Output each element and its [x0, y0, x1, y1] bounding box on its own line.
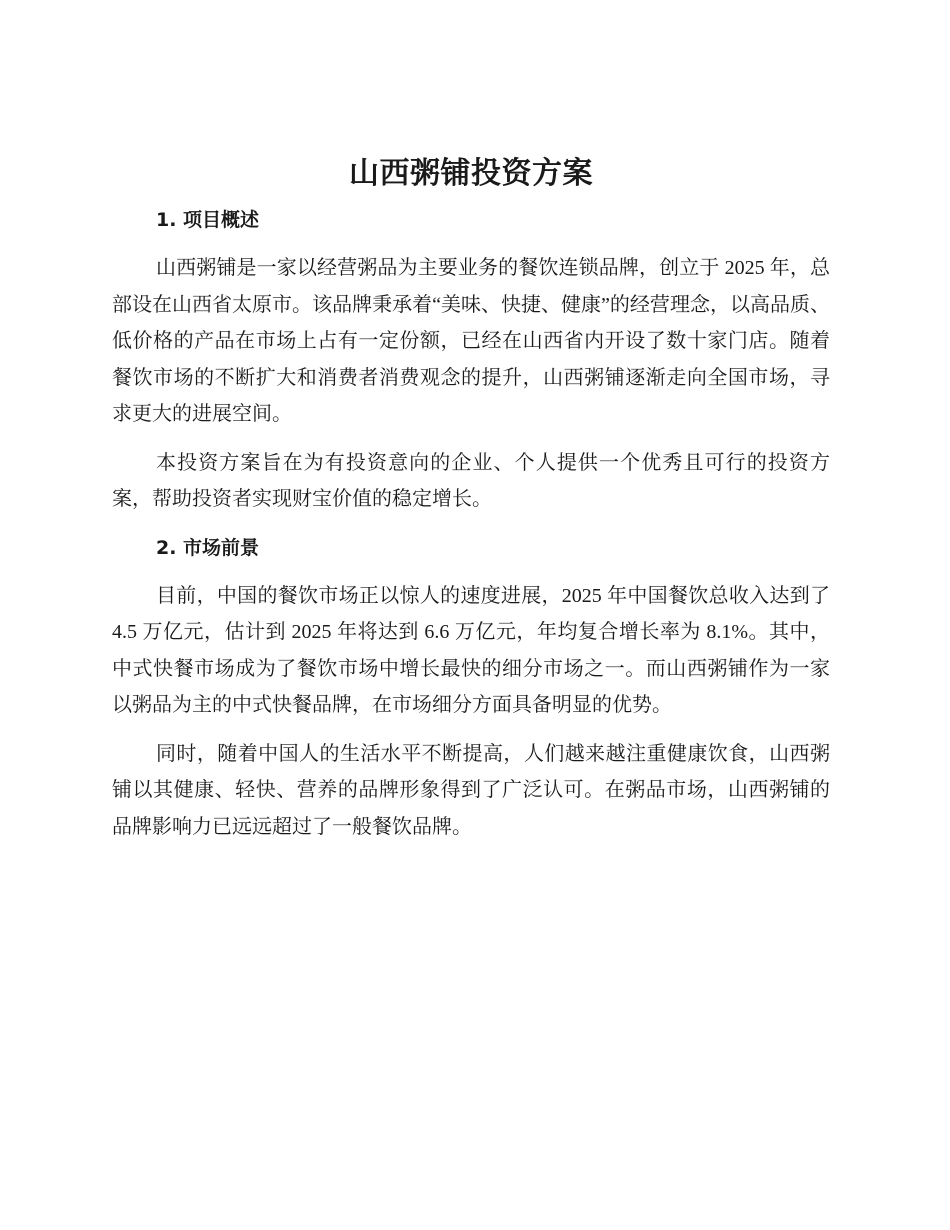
paragraph: 本投资方案旨在为有投资意向的企业、个人提供一个优秀且可行的投资方案，帮助投资者实现财宝价值的稳定增长。: [112, 451, 830, 510]
document-title: 山西粥铺投资方案: [349, 156, 593, 191]
section-market-outlook: [112, 530, 830, 846]
section-project-overview: [112, 202, 830, 518]
paragraph: 山西粥铺是一家以经营粥品为主要业务的餐饮连锁品牌，创立于 2025 年，总部设在山西省太原市。该品牌秉承着“美味、快捷、健康”的经营理念，以高品质、低价格的产品在市场上占有一定份额，已经在山西省内开设了数十家门店。随着餐饮市场的不断扩大和消费者消费观念的提升，山西粥铺逐渐走向全国市场，寻求更大的进展空间。: [112, 257, 830, 425]
document-body: [112, 148, 830, 857]
paragraph: 同时，随着中国人的生活水平不断提高，人们越来越注重健康饮食，山西粥铺以其健康、轻快、营养的品牌形象得到了广泛认可。在粥品市场，山西粥铺的品牌影响力已远远超过了一般餐饮品牌。: [112, 742, 830, 838]
paragraph: 目前，中国的餐饮市场正以惊人的速度进展，2025 年中国餐饮总收入达到了 4.5 万亿元，估计到 2025 年将达到 6.6 万亿元，年均复合增长率为 8.1%。其中，中式快餐市场成为了餐饮市场中增长最快的细分市场之一。而山西粥铺作为一家以粥品为主的中式快餐品牌，在市场细分方面具备明显的优势。: [112, 584, 830, 716]
section-heading: 1. 项目概述: [156, 209, 260, 231]
section-heading: 2. 市场前景: [156, 536, 260, 559]
